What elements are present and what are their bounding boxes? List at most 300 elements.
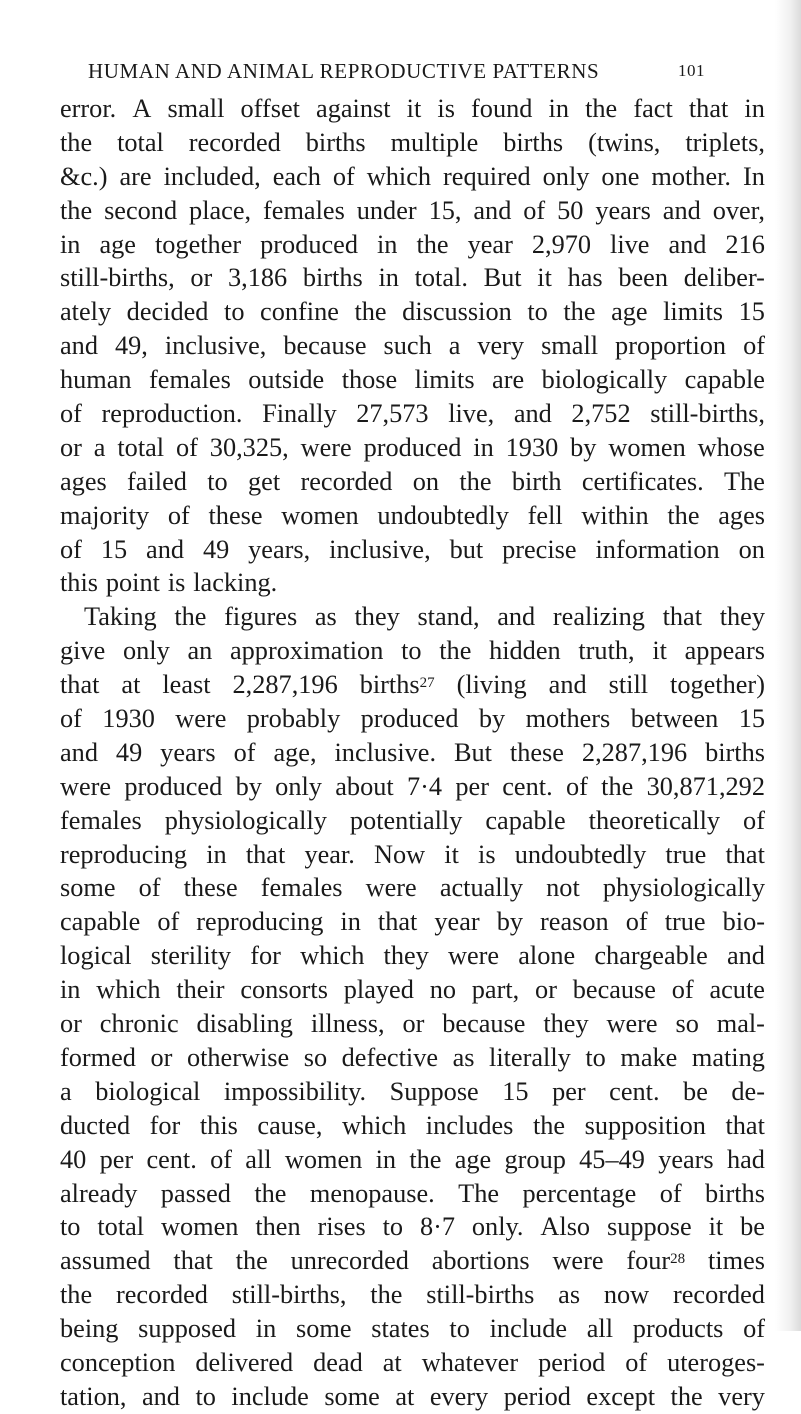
word: supposition (584, 1110, 706, 1140)
word: to (224, 297, 245, 327)
word: four (626, 1246, 671, 1276)
word: years (160, 737, 216, 767)
word: alone (518, 941, 576, 971)
word: women (608, 432, 686, 462)
word: is (478, 839, 496, 869)
word: those (341, 365, 398, 395)
word: very (718, 1381, 765, 1411)
text-line (60, 194, 765, 228)
word: be (683, 1076, 708, 1106)
word: figures (224, 602, 298, 632)
word: truth, (578, 636, 635, 666)
word: so (675, 1009, 699, 1039)
text-line (60, 871, 765, 905)
running-head-title: HUMAN AND ANIMAL REPRODUCTIVE PATTERNS (88, 59, 600, 83)
word: were (606, 1009, 658, 1039)
word: to (449, 1314, 470, 1344)
word: A (132, 94, 152, 123)
word: together (154, 229, 242, 259)
word: abortions (431, 1246, 530, 1276)
word: of (138, 873, 161, 903)
word: products (632, 1314, 724, 1344)
word: for (149, 1110, 181, 1140)
word: the (563, 297, 596, 327)
word: of (60, 534, 82, 564)
word: were (365, 873, 417, 903)
page-number: 101 (678, 61, 705, 80)
word: and (726, 941, 765, 971)
text-line (60, 905, 765, 939)
word: of (625, 1347, 648, 1377)
word: females (60, 805, 142, 835)
word: they (383, 941, 429, 971)
word: on (412, 466, 440, 496)
word: of (60, 704, 82, 734)
word: consorts (240, 975, 328, 1005)
word: 30,871,292 (646, 771, 765, 801)
word: 15 (738, 704, 765, 734)
text-line (60, 431, 765, 465)
text-line (60, 1143, 765, 1177)
word: and (668, 229, 707, 259)
word: the (439, 636, 472, 666)
word: not (546, 873, 580, 903)
text-line (60, 702, 765, 736)
word: small (541, 331, 599, 361)
text-line (60, 261, 765, 295)
word: period (538, 1347, 606, 1377)
word: times (708, 1246, 765, 1276)
word: that (725, 1110, 765, 1140)
word: part, (471, 975, 520, 1005)
word: are (492, 365, 525, 395)
word: every (429, 1381, 489, 1411)
word: human (60, 365, 132, 395)
word: births (705, 1178, 765, 1208)
word: as (314, 602, 337, 632)
word: offset (240, 94, 300, 123)
word: only. (471, 1212, 524, 1242)
word: passed (160, 1178, 231, 1208)
word: that (377, 907, 418, 937)
word: to (585, 1042, 606, 1072)
word: biological (95, 1076, 201, 1106)
word: reproducing (196, 907, 324, 937)
word: and (146, 534, 185, 564)
word: still-births (426, 1280, 535, 1310)
word: and (513, 399, 552, 429)
word: only (122, 636, 170, 666)
word: realizing (552, 602, 645, 632)
word: of (167, 500, 190, 530)
word: some (60, 873, 116, 903)
word: suppose (606, 1212, 692, 1242)
word: Taking (84, 602, 157, 632)
word: in (744, 94, 765, 123)
word: these (183, 873, 238, 903)
word: 3,186 (227, 263, 288, 293)
word: ately (60, 297, 112, 327)
word: of (671, 975, 694, 1005)
word: limits (663, 297, 724, 327)
word: cent. (609, 1076, 660, 1106)
word: still-births, (650, 399, 765, 429)
word: per (455, 771, 489, 801)
word: required (443, 161, 531, 191)
word: which (96, 975, 161, 1005)
word: a (448, 331, 461, 361)
word: deliber- (683, 263, 765, 293)
word: or (60, 1009, 82, 1039)
word: (living (456, 670, 527, 700)
word: undoubtedly (377, 500, 509, 530)
word: they (354, 602, 400, 632)
word: found (471, 94, 533, 123)
word: age, (273, 737, 317, 767)
word: in (473, 432, 494, 462)
word: 30,325, (209, 432, 289, 462)
word: age (611, 297, 648, 327)
text-line (60, 295, 765, 329)
word: each (272, 161, 321, 191)
word: the (60, 195, 93, 225)
word: 49 (115, 737, 143, 767)
word: true (664, 907, 706, 937)
text-line (60, 1380, 765, 1414)
word: these (208, 500, 263, 530)
word: the (601, 771, 634, 801)
word: or (535, 975, 557, 1005)
word: births (302, 263, 363, 293)
word: over, (712, 195, 765, 225)
word: in (255, 1314, 277, 1344)
word: years (658, 1144, 714, 1174)
word: in (206, 839, 227, 869)
word: failed (127, 466, 187, 496)
word: per (552, 1076, 586, 1106)
word: But (483, 263, 522, 293)
text-line (60, 566, 765, 600)
word: undoubtedly (514, 839, 647, 869)
footnote-reference: 27 (419, 675, 435, 692)
word: percentage (522, 1178, 637, 1208)
word: physiologically (602, 873, 765, 903)
word: second (104, 195, 178, 225)
word: 15, (428, 195, 462, 225)
word: stand, (417, 602, 480, 632)
page-binding-shadow (775, 0, 801, 1331)
word: and (497, 602, 536, 632)
word: of (233, 737, 256, 767)
word: about (335, 771, 394, 801)
word: produced (124, 771, 223, 801)
word: make (620, 1042, 678, 1072)
word: actually (439, 873, 524, 903)
word: discussion (402, 297, 512, 327)
text-line (60, 1210, 765, 1244)
word: and (473, 195, 512, 225)
word: which (366, 161, 432, 191)
word: a (93, 432, 106, 462)
word: of (659, 1178, 682, 1208)
word: ages (60, 466, 107, 496)
text-line (60, 228, 765, 262)
word: and (662, 195, 701, 225)
word: or (150, 1042, 173, 1072)
word: year. (304, 839, 355, 869)
word: already (60, 1178, 138, 1208)
word: cent. (146, 1144, 197, 1174)
word: small (167, 94, 225, 123)
word: recorded (300, 466, 393, 496)
word: by (478, 704, 506, 734)
word: and (141, 1381, 180, 1411)
word: get (248, 466, 281, 496)
word: 2,752 (571, 399, 631, 429)
word: the (416, 229, 449, 259)
word: the (409, 1144, 442, 1174)
word: unrecorded (290, 1246, 409, 1276)
word: in (378, 263, 399, 293)
word: total (97, 1212, 145, 1242)
text-line (60, 1278, 765, 1312)
word: one (601, 161, 640, 191)
word: defective (341, 1042, 439, 1072)
word: appears (684, 636, 765, 666)
word: only (275, 771, 322, 801)
word: lacking. (193, 568, 278, 598)
word: 8·7 (419, 1212, 455, 1242)
word: recorded (188, 127, 281, 157)
word: inclusive, (164, 331, 267, 361)
word: females (260, 873, 343, 903)
word: of (743, 805, 765, 835)
word: and (60, 737, 98, 767)
text-line (60, 499, 765, 533)
word: delivered (195, 1347, 294, 1377)
word: this (60, 568, 98, 598)
text-line (60, 329, 765, 363)
word: bio- (722, 907, 765, 937)
word: these (509, 737, 564, 767)
word: theoretically (588, 805, 721, 835)
word: reproducing (60, 839, 188, 869)
word: because (283, 331, 367, 361)
word: produced (363, 432, 462, 462)
word: that (662, 602, 703, 632)
text-line (60, 1109, 765, 1143)
word: under (356, 195, 417, 225)
word: within (581, 500, 649, 530)
word: dead (313, 1347, 363, 1377)
text-line (60, 533, 765, 567)
text-line (60, 973, 765, 1007)
word: were (60, 771, 112, 801)
word: at (395, 1381, 415, 1411)
word: recorded (672, 1280, 765, 1310)
word: some (324, 1381, 380, 1411)
word: and (60, 331, 98, 361)
word: then (255, 1212, 301, 1242)
word: whatever (421, 1347, 519, 1377)
word: 2,287,196 (581, 737, 688, 767)
text-line (60, 1244, 765, 1278)
word: inclusive, (329, 534, 431, 564)
word: give (60, 636, 106, 666)
word: are (119, 161, 152, 191)
word: that (688, 94, 729, 123)
word: is (167, 568, 186, 598)
word: women (161, 1212, 239, 1242)
word: menopause. (309, 1178, 435, 1208)
word: formed (60, 1042, 136, 1072)
word: capable (60, 907, 141, 937)
word: ages (718, 500, 765, 530)
word: be (740, 1212, 765, 1242)
word: information (595, 534, 720, 564)
word: hidden (489, 636, 561, 666)
word: 40 (60, 1144, 87, 1174)
word: by (235, 771, 262, 801)
word: to (382, 1212, 404, 1242)
word: in (60, 229, 81, 259)
word: whose (697, 432, 765, 462)
word: such (383, 331, 432, 361)
word: the (235, 1246, 268, 1276)
word: to (195, 1381, 216, 1411)
word: acute (709, 975, 765, 1005)
text-line (60, 668, 765, 702)
word-with-footnote (360, 668, 435, 702)
word: year (434, 907, 480, 937)
word: or (190, 263, 213, 293)
word: produced (260, 229, 358, 259)
word-with-footnote (626, 1244, 685, 1278)
word: the (532, 1110, 566, 1140)
word: reproduction. (101, 399, 243, 429)
word: some (296, 1314, 352, 1344)
word: which (341, 1110, 407, 1140)
word: cent. (502, 771, 553, 801)
word: still-births, (60, 263, 175, 293)
word: very (477, 331, 525, 361)
word: that (245, 839, 286, 869)
word: births (503, 127, 564, 157)
word: 15 (502, 1076, 529, 1106)
text-line (60, 92, 765, 126)
word: the (354, 297, 387, 327)
word: no (429, 975, 456, 1005)
word: conception (60, 1347, 176, 1377)
word: tation, (60, 1381, 127, 1411)
word: between (630, 704, 719, 734)
word: In (743, 161, 765, 191)
word: 45–49 (579, 1144, 645, 1174)
text-line (60, 939, 765, 973)
word: fell (527, 500, 563, 530)
word: that (725, 839, 765, 869)
word: 49, (114, 331, 148, 361)
word: total (117, 432, 165, 462)
word: which (300, 941, 365, 971)
word: 1930 (102, 704, 155, 734)
word: because (572, 975, 656, 1005)
word: mother. (651, 161, 732, 191)
word: as (558, 1280, 581, 1310)
word: this (199, 1110, 238, 1140)
word: potentially (349, 805, 463, 835)
word: at (382, 1347, 402, 1377)
word: on (738, 534, 765, 564)
word: the (670, 1381, 703, 1411)
word: produced (360, 704, 459, 734)
word: approximation (229, 636, 384, 666)
word: proportion (615, 331, 727, 361)
word: were (552, 1246, 604, 1276)
word: 1930 (505, 432, 559, 462)
word: includes (425, 1110, 514, 1140)
word: of (565, 771, 588, 801)
word: that (173, 1246, 213, 1276)
word: disabling (196, 1009, 293, 1039)
word: so (303, 1042, 328, 1072)
word: in (340, 907, 361, 937)
word: limits (414, 365, 475, 395)
word: at (121, 670, 141, 700)
word: an (187, 636, 213, 666)
text-line (60, 736, 765, 770)
word: 27,573 (356, 399, 429, 429)
word: mal- (716, 1009, 765, 1039)
word: now (603, 1280, 650, 1310)
word: 2,970 (531, 229, 592, 259)
word: true (665, 839, 707, 869)
word: otherwise (186, 1042, 290, 1072)
word: of (210, 1144, 232, 1174)
text-line (60, 634, 765, 668)
word: sterility (150, 941, 232, 971)
word: years, (248, 534, 311, 564)
word: of (743, 1314, 765, 1344)
word: being (60, 1314, 119, 1344)
body-text (60, 92, 765, 1414)
word: age (454, 1144, 492, 1174)
word: all (586, 1314, 614, 1344)
text-line (60, 160, 765, 194)
word: females (263, 195, 345, 225)
word: Finally (262, 399, 337, 429)
word: women (281, 500, 359, 530)
word: birth (511, 466, 562, 496)
text-line (60, 838, 765, 872)
word: women (284, 1144, 363, 1174)
word: logical (60, 941, 132, 971)
word: of (332, 161, 355, 191)
word: the (60, 127, 93, 157)
word: &c.) (60, 161, 108, 191)
word: inclusive. (334, 737, 437, 767)
word: error. (60, 94, 117, 123)
word: live, (448, 399, 495, 429)
word: physiologically (164, 805, 327, 835)
text-line (60, 397, 765, 431)
word: ducted (60, 1110, 131, 1140)
word: But (453, 737, 492, 767)
word: supposed (138, 1314, 237, 1344)
word: they (719, 602, 765, 632)
word: de- (731, 1076, 765, 1106)
word: illness, (310, 1009, 385, 1039)
